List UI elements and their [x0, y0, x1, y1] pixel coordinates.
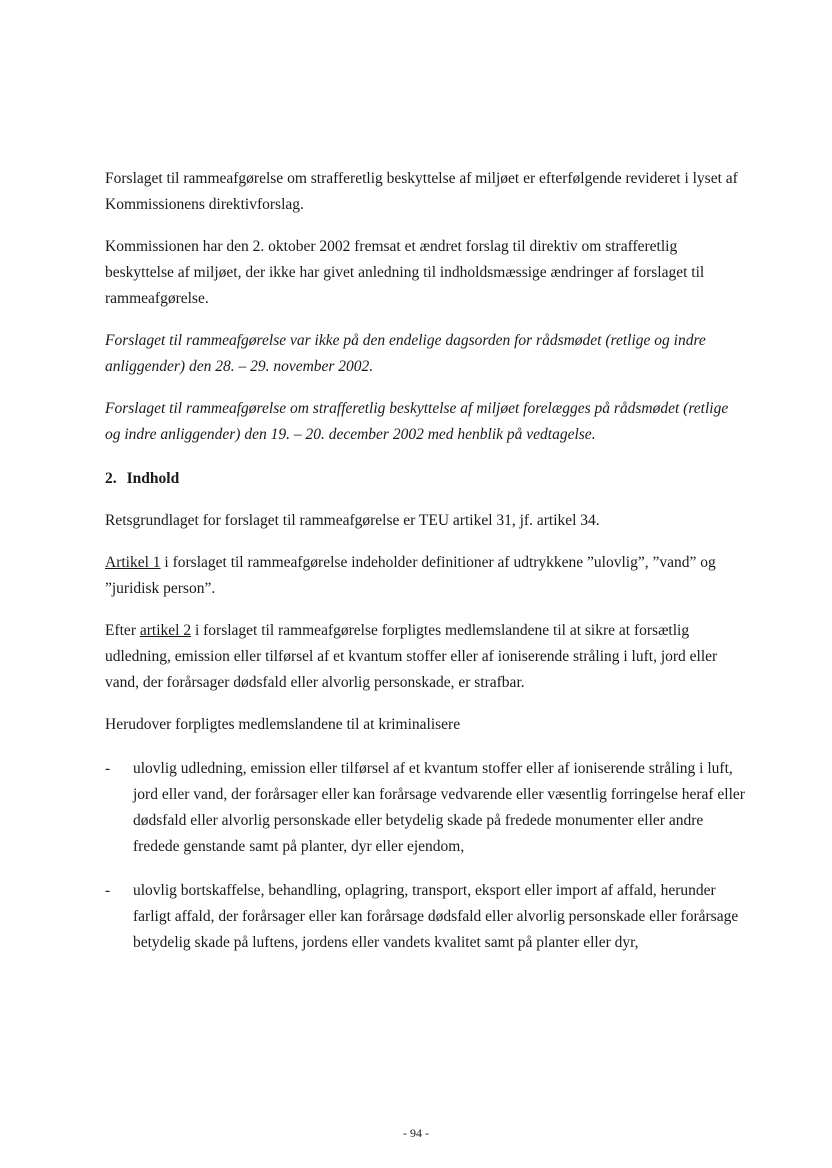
- bullet-dash: -: [105, 760, 111, 777]
- list-item: [105, 756, 745, 860]
- article-2-prefix: Efter: [105, 622, 140, 639]
- section-number: 2.: [105, 470, 117, 487]
- section-heading: [105, 466, 745, 492]
- bullet-text: ulovlig udledning, emission eller tilførsel af et kvantum stoffer eller af ioniserende stråling i luft, jord eller vand, der forårsager eller kan forårsage vedvarende eller væsentlig forringelse heraf eller dødsfald eller alvorlig personskade eller betydelig skade på fredede monumenter eller andre fredede genstande samt på planter, dyr eller ejendom,: [133, 760, 745, 855]
- paragraph-legal-basis: Retsgrundlaget for forslaget til rammeafgørelse er TEU artikel 31, jf. artikel 34.: [105, 512, 600, 529]
- paragraph-article-2: [105, 618, 745, 696]
- paragraph-agenda-november: Forslaget til rammeafgørelse var ikke på den endelige dagsorden for rådsmødet (retlige og indre anliggender) den 28. – 29. november 2002.: [105, 332, 706, 375]
- list-item: [105, 878, 745, 956]
- document-body: [105, 166, 745, 956]
- paragraph-commission-proposal: Kommissionen har den 2. oktober 2002 fremsat et ændret forslag til direktiv om strafferetlig beskyttelse af miljøet, der ikke har givet anledning til indholdsmæssige ændringer af forslaget til rammeafgørelse.: [105, 238, 705, 307]
- paragraph-agenda-december: Forslaget til rammeafgørelse om strafferetlig beskyttelse af miljøet forelægges på rådsmødet (retlige og indre anliggender) den 19. – 20. december 2002 med henblik på vedtagelse.: [105, 400, 729, 443]
- paragraph-article-1: [105, 550, 745, 602]
- bullet-text: ulovlig bortskaffelse, behandling, oplagring, transport, eksport eller import af affald, herunder farligt affald, der forårsager eller kan forårsage dødsfald eller alvorlig personskade eller forårsage betydelig skade på luftens, jordens eller vandets kvalitet samt på planter eller dyr,: [133, 882, 739, 951]
- page-number: - 94 -: [403, 1126, 429, 1140]
- section-title: Indhold: [126, 470, 180, 487]
- article-1-reference: Artikel 1: [105, 554, 161, 571]
- article-2-reference: artikel 2: [139, 622, 192, 639]
- paragraph-criminalise-intro: Herudover forpligtes medlemslandene til at kriminalisere: [105, 716, 461, 733]
- article-1-text: i forslaget til rammeafgørelse indeholder definitioner af udtrykkene ”ulovlig”, ”vand” og ”juridisk person”.: [105, 554, 716, 597]
- bullet-dash: -: [105, 882, 111, 899]
- paragraph-revision: Forslaget til rammeafgørelse om strafferetlig beskyttelse af miljøet er efterfølgende revideret i lyset af Kommissionens direktivforslag.: [105, 170, 738, 213]
- article-2-text: i forslaget til rammeafgørelse forpligtes medlemslandene til at sikre at forsætlig udledning, emission eller tilførsel af et kvantum stoffer eller af ioniserende stråling i luft, jord eller vand, der forårsager dødsfald eller alvorlig personskade, er strafbar.: [105, 622, 718, 691]
